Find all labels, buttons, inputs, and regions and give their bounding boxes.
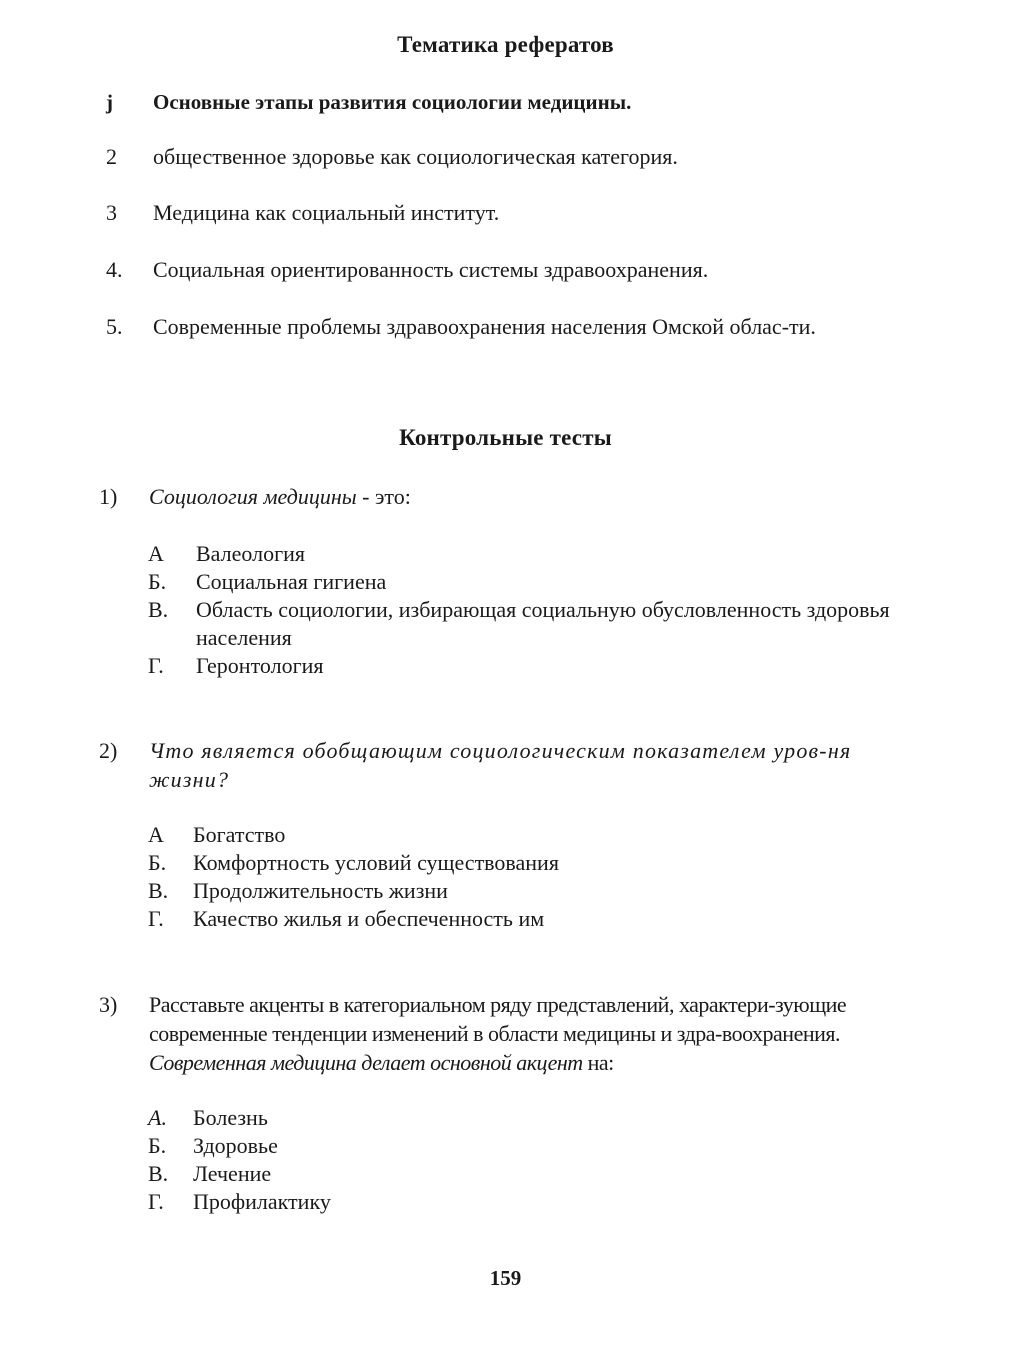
topic-number: 3 <box>106 200 117 225</box>
topic-number: 2 <box>106 144 117 169</box>
question-number: 3) <box>99 992 118 1017</box>
topic-text: Социальная ориентированность системы здравоохранения. <box>153 257 709 282</box>
option-text: Продолжительность жизни <box>193 878 448 903</box>
question-1-options <box>0 540 1011 680</box>
topic-number: 4. <box>106 257 123 282</box>
option-letter: А <box>148 822 164 847</box>
option-text: Здоровье <box>193 1133 278 1158</box>
option-letter: В. <box>148 1161 169 1186</box>
topic-text: Современные проблемы здравоохранения населения Омской облас-ти. <box>153 314 816 339</box>
option <box>0 568 1011 596</box>
option-letter: В. <box>148 878 169 903</box>
option-letter: А <box>148 541 164 566</box>
question-tail-text: на: <box>582 1050 614 1075</box>
question-italic-text: Современная медицина делает основной акцент <box>149 1050 583 1075</box>
question-number: 1) <box>99 484 118 509</box>
question-text <box>149 990 924 1077</box>
essay-topics-heading: Тематика рефератов <box>397 32 614 57</box>
option <box>0 821 1011 849</box>
option <box>0 905 1011 933</box>
topic-number: 5. <box>106 314 123 339</box>
option <box>0 849 1011 877</box>
option-letter: Г. <box>148 1189 164 1214</box>
control-tests-heading: Контрольные тесты <box>399 425 612 450</box>
option <box>0 596 1011 652</box>
option <box>0 652 1011 680</box>
option-text: Социальная гигиена <box>196 569 387 594</box>
option-letter: Б. <box>148 850 167 875</box>
question-plain-text: - это: <box>356 484 411 509</box>
option <box>0 1160 1011 1188</box>
topic-text: Медицина как социальный институт. <box>153 200 500 225</box>
question-text <box>149 482 924 511</box>
option-text: Область социологии, избирающая социальную обусловленность здоровья населения <box>196 597 890 650</box>
option-text: Лечение <box>193 1161 272 1186</box>
page-number: 159 <box>489 1266 522 1290</box>
option-letter: Г. <box>148 906 164 931</box>
option <box>0 877 1011 905</box>
option-letter: А. <box>148 1105 167 1130</box>
option-letter: Г. <box>148 653 164 678</box>
option-text: Богатство <box>193 822 286 847</box>
option-text: Профилактику <box>193 1189 331 1214</box>
option-text: Валеология <box>196 541 305 566</box>
topic-text: общественное здоровье как социологическая категория. <box>153 144 678 169</box>
option-text: Комфортность условий существования <box>193 850 559 875</box>
option <box>0 540 1011 568</box>
question-italic-text: Социология медицины <box>149 484 357 509</box>
option-letter: Б. <box>148 1133 167 1158</box>
question-plain-text: Расставьте акценты в категориальном ряду представлений, характери-зующие современные тенденции изменений в области медицины и здра-воохранения. <box>149 992 847 1046</box>
option-letter: Б. <box>148 569 167 594</box>
option-text: Качество жилья и обеспеченность им <box>193 906 545 931</box>
option-letter: В. <box>148 597 169 622</box>
question-2-options <box>0 821 1011 933</box>
question-3-options <box>0 1104 1011 1216</box>
option <box>0 1132 1011 1160</box>
question-number: 2) <box>99 738 118 763</box>
question-text: Что является обобщающим социологическим показателем уров-ня жизни? <box>149 738 852 792</box>
option <box>0 1104 1011 1132</box>
topic-text: Основные этапы развития социологии медицины. <box>153 90 632 114</box>
option-text: Геронтология <box>196 653 324 678</box>
option <box>0 1188 1011 1216</box>
option-text: Болезнь <box>193 1105 268 1130</box>
topic-number: j <box>106 90 113 114</box>
